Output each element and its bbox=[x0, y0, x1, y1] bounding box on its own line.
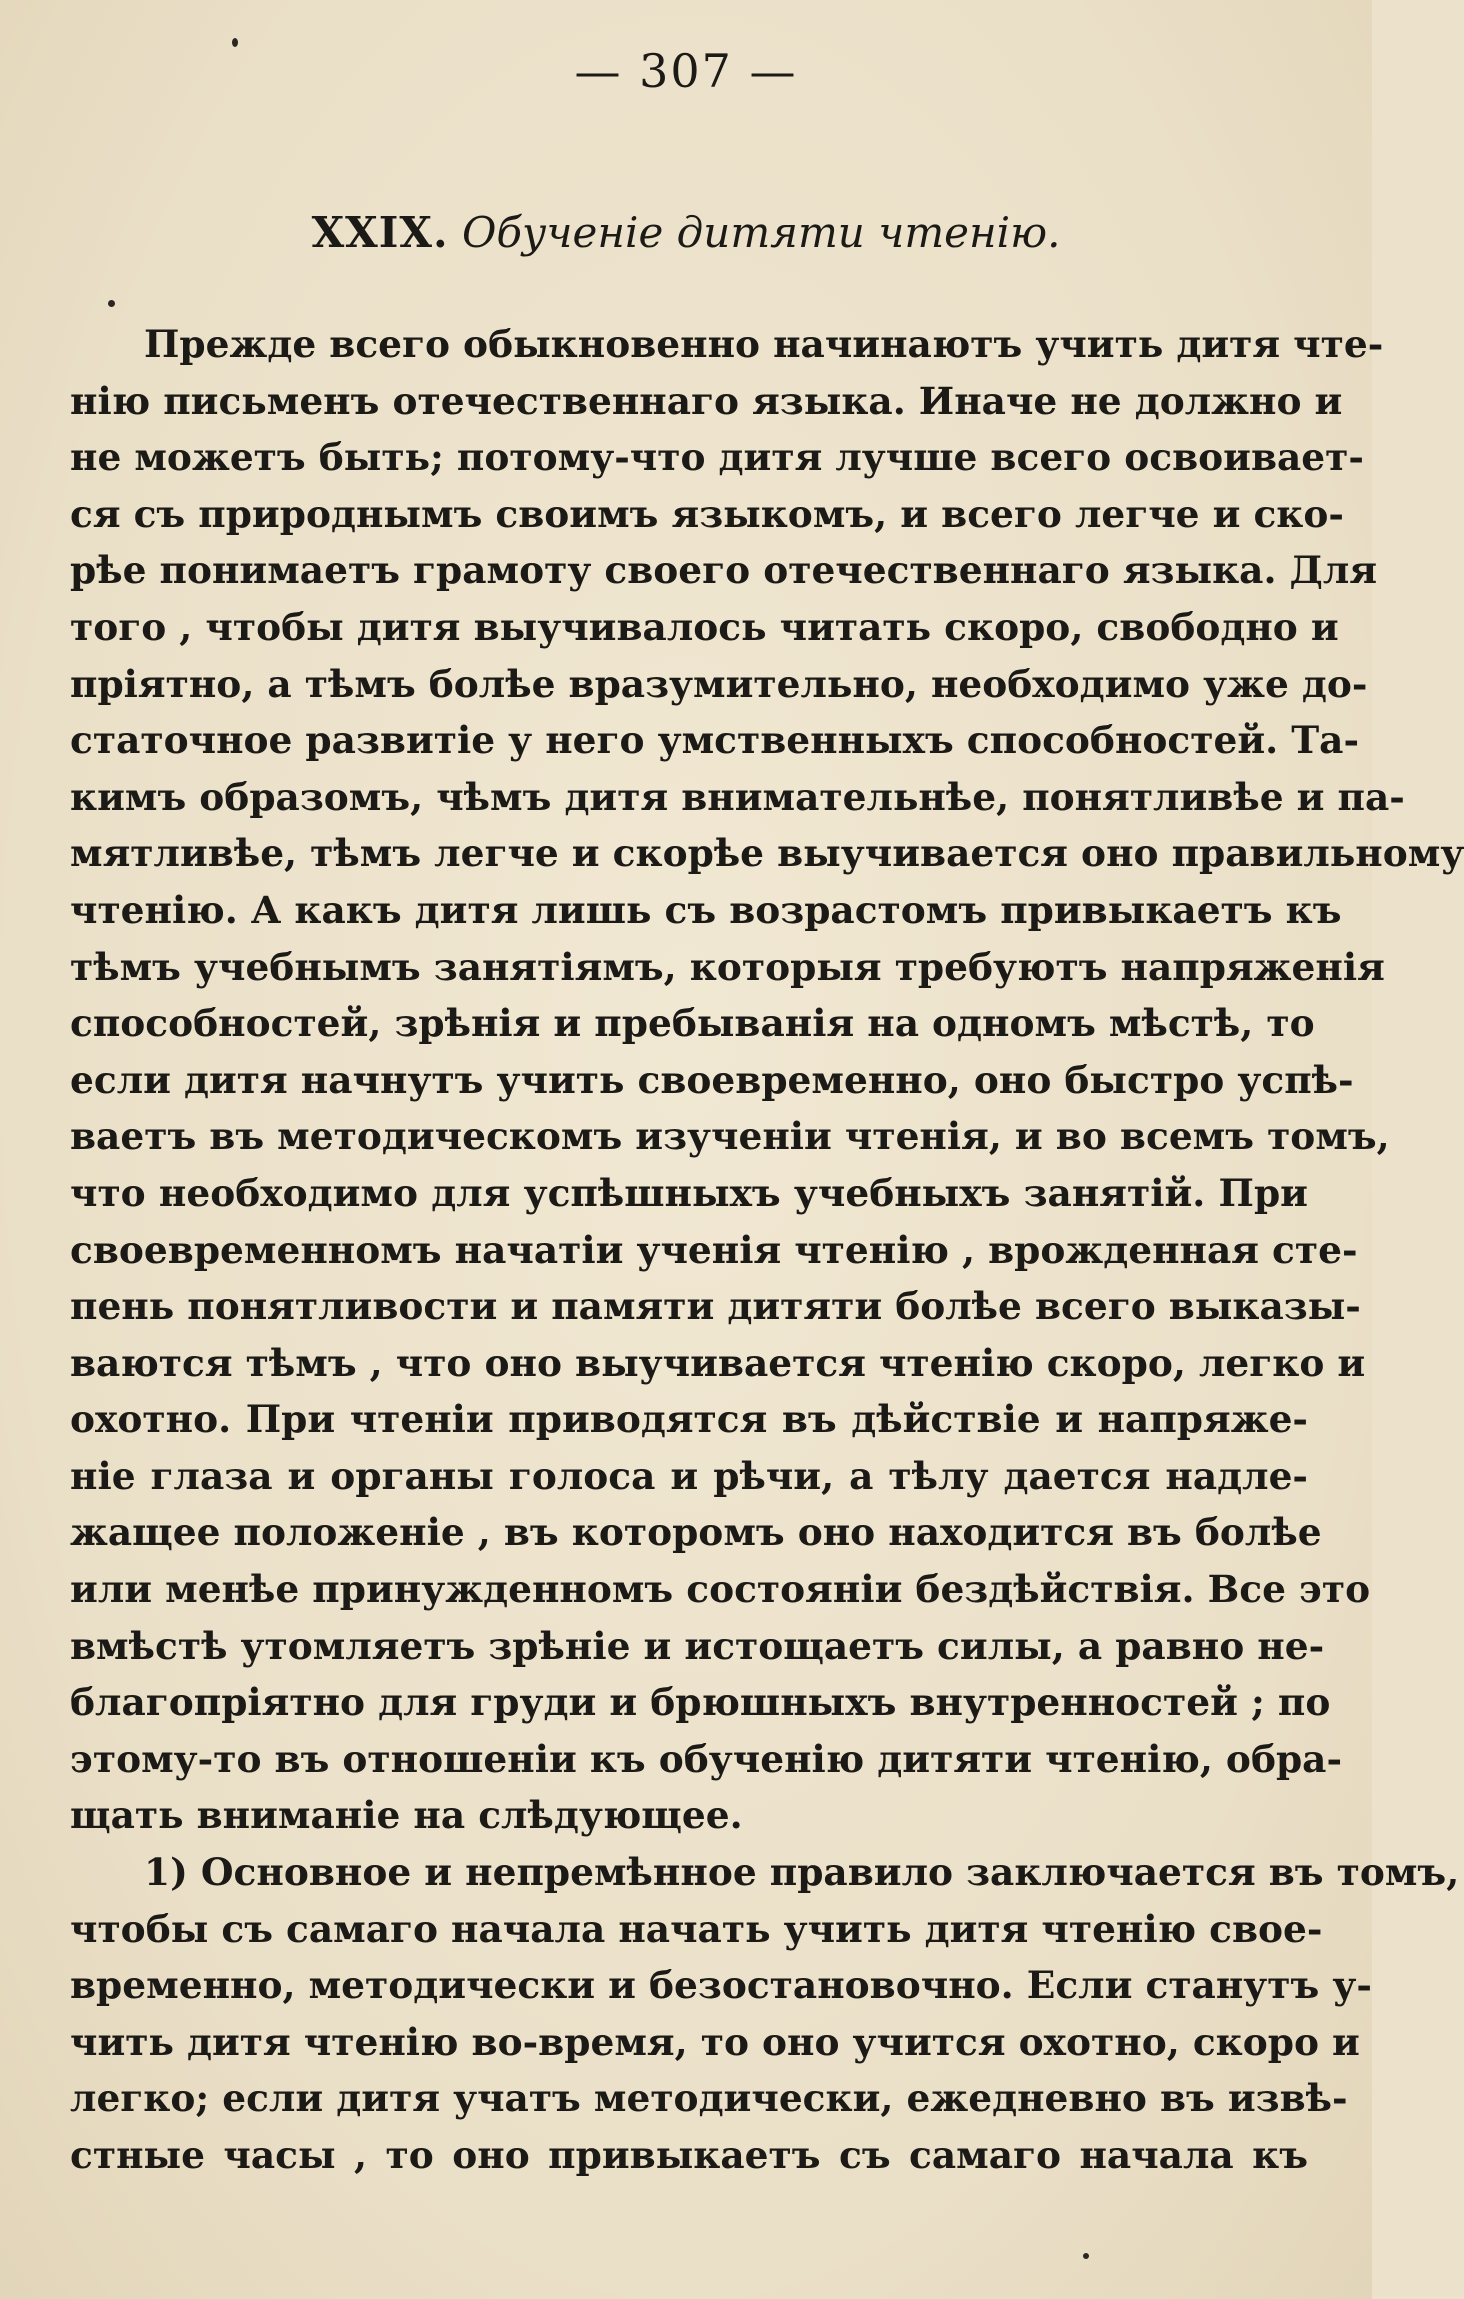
section-title: Обученiе дитяти чтенiю. bbox=[461, 208, 1061, 257]
text-line: стные часы , то оно привыкаетъ съ самаго начала къ bbox=[70, 2133, 1308, 2177]
text-line: временно, методически и безостановочно. Если станутъ у- bbox=[70, 1963, 1372, 2008]
paragraph-2 bbox=[70, 1844, 1460, 2184]
text-line: способностей, зрѣнiя и пребыванiя на одномъ мѣстѣ, то bbox=[70, 1001, 1315, 1046]
ink-speck bbox=[108, 300, 115, 307]
text-line: щать вниманiе на слѣдующее. bbox=[70, 1793, 743, 1838]
text-line: того , чтобы дитя выучивалось читать скоро, свободно и bbox=[70, 604, 1339, 649]
ink-speck bbox=[1083, 2253, 1089, 2259]
ink-speck bbox=[232, 38, 238, 47]
body-text bbox=[70, 316, 1464, 2184]
text-line: 1) Основное и непремѣнное правило заключается въ томъ, bbox=[144, 1850, 1460, 1895]
paragraph-1 bbox=[70, 316, 1464, 1844]
page-number: — 307 — bbox=[574, 44, 798, 98]
text-line: чить дитя чтенiю во-время, то оно учится охотно, скоро и bbox=[70, 2019, 1360, 2064]
text-line: жащее положенiе , въ которомъ оно находится въ болѣе bbox=[70, 1510, 1322, 1555]
text-line: рѣе понимаетъ грамоту своего отечественнаго языка. Для bbox=[70, 548, 1378, 593]
text-line: что необходимо для успѣшныхъ учебныхъ занятiй. При bbox=[70, 1170, 1308, 1215]
text-line: ся съ природнымъ своимъ языкомъ, и всего легче и ско- bbox=[70, 491, 1344, 536]
text-line: ваетъ въ методическомъ изученiи чтенiя, и во всемъ томъ, bbox=[70, 1114, 1390, 1159]
text-line: если дитя начнутъ учить своевременно, оно быстро успѣ- bbox=[70, 1057, 1354, 1102]
text-line: Прежде всего обыкновенно начинаютъ учить дитя чте- bbox=[144, 322, 1384, 366]
text-line: нiю письменъ отечественнаго языка. Иначе не должно и bbox=[70, 378, 1343, 423]
text-line: ваются тѣмъ , что оно выучивается чтенiю скоро, легко и bbox=[70, 1340, 1366, 1385]
text-line: вмѣстѣ утомляетъ зрѣнiе и истощаетъ силы, а равно не- bbox=[70, 1623, 1325, 1668]
text-line: чтенiю. А какъ дитя лишь съ возрастомъ привыкаетъ къ bbox=[70, 887, 1342, 932]
section-number: XXIX. bbox=[311, 208, 449, 257]
text-line: кимъ образомъ, чѣмъ дитя внимательнѣе, понятливѣе и па- bbox=[70, 774, 1405, 819]
text-line: своевременномъ начатiи ученiя чтенiю , врожденная сте- bbox=[70, 1227, 1358, 1272]
section-heading bbox=[0, 208, 1372, 257]
text-line: благопрiятно для груди и брюшныхъ внутренностей ; по bbox=[70, 1680, 1331, 1725]
text-line: мятливѣе, тѣмъ легче и скорѣе выучивается оно правильному bbox=[70, 831, 1464, 876]
text-line: прiятно, а тѣмъ болѣе вразумительно, необходимо уже до- bbox=[70, 661, 1368, 706]
text-line: этому-то въ отношенiи къ обученiю дитяти чтенiю, обра- bbox=[70, 1736, 1343, 1781]
text-line: охотно. При чтенiи приводятся въ дѣйствiе и напряже- bbox=[70, 1397, 1308, 1442]
text-line: нiе глаза и органы голоса и рѣчи, а тѣлу дается надле- bbox=[70, 1453, 1308, 1498]
text-line: пень понятливости и памяти дитяти болѣе всего выказы- bbox=[70, 1284, 1361, 1329]
text-line: тѣмъ учебнымъ занятiямъ, которыя требуютъ напряженiя bbox=[70, 944, 1385, 989]
text-line: статочное развитiе у него умственныхъ способностей. Та- bbox=[70, 718, 1360, 763]
text-line: чтобы съ самаго начала начать учить дитя чтенiю свое- bbox=[70, 1906, 1323, 1951]
text-line: не можетъ быть; потому-что дитя лучше всего освоивает- bbox=[70, 435, 1364, 480]
text-line: легко; если дитя учатъ методически, ежедневно въ извѣ- bbox=[70, 2076, 1348, 2121]
text-line: или менѣе принужденномъ состоянiи бездѣйствiя. Все это bbox=[70, 1567, 1371, 1612]
